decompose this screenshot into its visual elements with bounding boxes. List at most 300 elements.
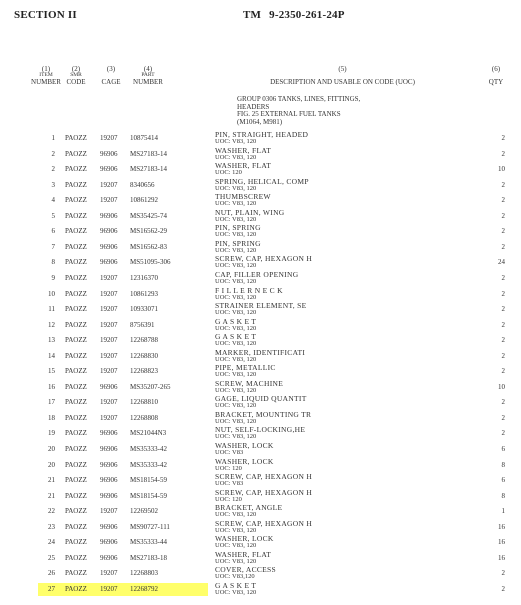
cage-code: 19207 (100, 305, 118, 314)
cage-code: 19207 (100, 336, 118, 345)
uoc-text: UOC: V83, 120 (215, 355, 257, 363)
uoc-text: UOC: V83, 120 (215, 340, 257, 348)
table-row (0, 581, 521, 597)
quantity: 6 (501, 445, 505, 453)
item-number: 20 (48, 445, 55, 453)
cage-code: 19207 (100, 584, 118, 593)
uoc-text: UOC: V83, 120 (215, 138, 257, 145)
smr-code: PAOZZ (65, 382, 87, 391)
part-number: 12268788 (130, 336, 158, 345)
item-number: 21 (48, 491, 55, 500)
part-number: MS18154-59 (130, 476, 167, 485)
quantity: 16 (498, 553, 505, 562)
group-line-4: (M1064, M981) (237, 117, 283, 126)
description (215, 411, 311, 425)
description-text: WASHER, LOCK (215, 441, 274, 450)
part-number: MS51095-306 (130, 258, 171, 267)
uoc-text: UOC: V83 (215, 449, 244, 456)
table-row (0, 130, 521, 146)
quantity: 2 (501, 336, 505, 345)
item-number: 8 (51, 258, 55, 267)
description (215, 520, 312, 534)
description (215, 551, 271, 565)
table-row (0, 161, 521, 177)
description-text: MARKER, IDENTIFICATI (215, 347, 306, 357)
smr-code: PAOZZ (65, 398, 87, 407)
item-number: 9 (51, 273, 55, 282)
uoc-text: UOC: 120 (215, 464, 242, 472)
quantity: 2 (501, 273, 505, 282)
section-title: SECTION II (14, 9, 77, 21)
description-text: GAGE, LIQUID QUANTIT (215, 394, 307, 404)
description (215, 364, 276, 378)
group-line-2: HEADERS (237, 102, 270, 111)
item-number: 21 (48, 476, 55, 485)
part-number: MS27183-14 (130, 165, 167, 174)
table-row (0, 208, 521, 224)
item-number: 20 (48, 460, 55, 469)
table-row (0, 565, 521, 581)
uoc-text: UOC: V83, 120 (215, 417, 257, 425)
part-number: 8756391 (130, 320, 155, 329)
uoc-text: UOC: V83, 120 (215, 262, 257, 270)
uoc-text: UOC: V83, 120 (215, 557, 257, 565)
description (215, 318, 256, 332)
quantity: 2 (501, 367, 505, 376)
part-number: MS90727-111 (130, 522, 170, 531)
part-number: MS35333-44 (130, 538, 167, 547)
cage-code: 96906 (100, 149, 118, 158)
part-number: 12268808 (130, 413, 158, 422)
smr-code: PAOZZ (65, 211, 87, 220)
table-row (0, 177, 521, 193)
table-row (0, 301, 521, 317)
quantity: 2 (501, 149, 505, 158)
item-number: 24 (48, 538, 55, 547)
description (215, 209, 285, 223)
cage-code: 19207 (100, 273, 118, 282)
quantity: 2 (501, 134, 505, 142)
col-part-label-a: PART (141, 72, 155, 78)
quantity: 2 (501, 227, 505, 236)
description (215, 442, 274, 456)
quantity: 2 (501, 569, 505, 578)
quantity: 2 (501, 242, 505, 251)
uoc-text: UOC: V83, 120 (215, 293, 257, 301)
description-text: WASHER, LOCK (215, 534, 274, 544)
uoc-text: UOC: V83 (215, 480, 244, 488)
uoc-text: UOC: V83, 120 (215, 231, 257, 239)
description (215, 458, 274, 472)
smr-code: PAOZZ (65, 336, 87, 345)
uoc-text: UOC: V83, 120 (215, 433, 257, 441)
quantity: 2 (501, 211, 505, 220)
item-number: 12 (48, 320, 55, 329)
smr-code: PAOZZ (65, 460, 87, 469)
part-number: 12316370 (130, 273, 158, 282)
col-qty-num: (6) (491, 65, 501, 73)
item-number: 27 (48, 584, 55, 593)
description-text: WASHER, FLAT (215, 549, 272, 559)
uoc-text: UOC: V83, 120 (215, 371, 257, 379)
smr-code: PAOZZ (65, 196, 87, 205)
col-desc-label: DESCRIPTION AND USABLE ON CODE (UOC) (270, 78, 415, 86)
smr-code: PAOZZ (65, 553, 87, 562)
quantity: 2 (501, 398, 505, 407)
table-row (0, 457, 521, 473)
col-item-header (31, 66, 61, 86)
uoc-text: UOC: 120 (215, 169, 242, 177)
table-row (0, 503, 521, 519)
description (215, 380, 283, 394)
description-text: COVER, ACCESS (215, 565, 276, 575)
description (215, 489, 312, 503)
description-text: SCREW, CAP, HEXAGON H (215, 487, 313, 497)
group-line-1: GROUP 0306 TANKS, LINES, FITTINGS, (237, 95, 361, 103)
part-number: MS35333-42 (130, 445, 167, 453)
description-text: STRAINER ELEMENT, SE (215, 301, 307, 311)
item-number: 11 (48, 305, 55, 314)
cage-code: 96906 (100, 553, 118, 562)
col-smr-header (63, 66, 89, 86)
cage-code: 19207 (100, 289, 118, 298)
col-smr-num: (2) (71, 65, 81, 73)
description-text: WASHER, FLAT (215, 161, 272, 171)
table-row (0, 519, 521, 535)
part-number: 10933071 (130, 305, 158, 314)
col-smr-label-b: CODE (66, 77, 86, 86)
item-number: 17 (48, 398, 55, 407)
cage-code: 19207 (100, 320, 118, 329)
quantity: 1 (501, 507, 505, 516)
uoc-text: UOC: V83, 120 (215, 184, 257, 192)
col-part-num: (4) (143, 65, 153, 73)
part-number: MS18154-59 (130, 491, 167, 500)
description-text: NUT, PLAIN, WING (215, 207, 285, 217)
uoc-text: UOC: V83, 120 (215, 588, 257, 596)
col-item-num: (1) (41, 65, 51, 73)
item-number: 23 (48, 522, 55, 531)
cage-code: 96906 (100, 460, 118, 469)
uoc-text: UOC: V83, 120 (215, 153, 257, 161)
description (215, 504, 282, 518)
quantity: 2 (501, 320, 505, 329)
quantity: 6 (501, 476, 505, 485)
description-text: PIPE, METALLIC (215, 363, 276, 373)
col-cage-label: CAGE (101, 78, 121, 86)
item-number: 25 (48, 553, 55, 562)
description (215, 302, 306, 316)
table-row (0, 223, 521, 239)
item-number: 2 (51, 149, 55, 158)
col-desc-num: (5) (338, 65, 347, 73)
description-text: PIN, STRAIGHT, HEADED (215, 130, 309, 139)
smr-code: PAOZZ (65, 569, 87, 578)
smr-code: PAOZZ (65, 227, 87, 236)
uoc-text: UOC: V83, 120 (215, 309, 257, 317)
cage-code: 96906 (100, 258, 118, 267)
quantity: 10 (498, 382, 505, 391)
col-cage-header (98, 66, 124, 86)
item-number: 22 (48, 507, 55, 516)
cage-code: 96906 (100, 165, 118, 174)
cage-code: 96906 (100, 522, 118, 531)
table-row (0, 286, 521, 302)
description (215, 566, 276, 580)
table-row (0, 425, 521, 441)
part-number: MS16562-29 (130, 227, 167, 236)
item-number: 4 (51, 196, 55, 205)
quantity: 8 (501, 460, 505, 469)
description (215, 333, 256, 347)
part-number: 10875414 (130, 134, 158, 142)
part-number: 12268830 (130, 351, 158, 360)
col-item-label-a: ITEM (39, 72, 53, 78)
table-row (0, 317, 521, 333)
smr-code: PAOZZ (65, 289, 87, 298)
cage-code: 19207 (100, 507, 118, 516)
uoc-text: UOC: V83, 120 (215, 526, 257, 534)
smr-code: PAOZZ (65, 413, 87, 422)
uoc-text: UOC: V83, 120 (215, 246, 257, 254)
quantity: 24 (498, 258, 505, 267)
item-number: 1 (51, 134, 55, 142)
description-text: BRACKET, MOUNTING TR (215, 409, 312, 419)
quantity: 2 (501, 429, 505, 438)
part-number: 10861292 (130, 196, 158, 205)
part-number: MS27183-14 (130, 149, 167, 158)
table-row (0, 441, 521, 457)
description-text: PIN, SPRING (215, 223, 261, 233)
table-row (0, 192, 521, 208)
smr-code: PAOZZ (65, 305, 87, 314)
quantity: 8 (501, 491, 505, 500)
group-line-3: FIG. 25 EXTERNAL FUEL TANKS (237, 110, 341, 118)
smr-code: PAOZZ (65, 242, 87, 251)
description-text: G A S K E T (215, 316, 257, 326)
table-row (0, 488, 521, 504)
quantity: 2 (501, 584, 505, 593)
tm-number: 9-2350-261-24P (269, 9, 345, 21)
tm-label: TM (243, 9, 262, 21)
cage-code: 19207 (100, 351, 118, 360)
col-part-label-b: NUMBER (133, 77, 163, 86)
description (215, 287, 283, 301)
description-text: SCREW, CAP, HEXAGON H (215, 518, 313, 528)
part-number: 12269502 (130, 507, 158, 516)
item-number: 26 (48, 569, 55, 578)
cage-code: 19207 (100, 569, 118, 578)
description (215, 271, 298, 285)
description (215, 224, 261, 238)
description (215, 426, 305, 440)
description-text: PIN, SPRING (215, 238, 261, 248)
description (215, 535, 274, 549)
table-row (0, 239, 521, 255)
quantity: 10 (498, 165, 505, 174)
uoc-text: UOC: V83, 120 (215, 386, 257, 394)
smr-code: PAOZZ (65, 476, 87, 485)
part-number: MS16562-83 (130, 242, 167, 251)
table-row (0, 410, 521, 426)
smr-code: PAOZZ (65, 180, 87, 189)
cage-code: 96906 (100, 538, 118, 547)
part-number: 12268803 (130, 569, 158, 578)
description (215, 473, 312, 487)
table-row (0, 472, 521, 488)
table-row (0, 363, 521, 379)
part-number: MS27183-18 (130, 553, 167, 562)
quantity: 2 (501, 289, 505, 298)
table-row (0, 550, 521, 566)
description (215, 582, 256, 596)
col-cage-num: (3) (106, 65, 116, 73)
smr-code: PAOZZ (65, 149, 87, 158)
smr-code: PAOZZ (65, 429, 87, 438)
table-row (0, 332, 521, 348)
description (215, 178, 309, 192)
cage-code: 96906 (100, 445, 118, 453)
cage-code: 96906 (100, 382, 118, 391)
cage-code: 96906 (100, 227, 118, 236)
tm-number-block (243, 9, 345, 21)
smr-code: PAOZZ (65, 507, 87, 516)
description (215, 255, 312, 269)
cage-code: 19207 (100, 180, 118, 189)
smr-code: PAOZZ (65, 538, 87, 547)
description-text: CAP, FILLER OPENING (215, 269, 299, 279)
smr-code: PAOZZ (65, 351, 87, 360)
table-row (0, 270, 521, 286)
group-heading (237, 96, 360, 126)
item-number: 16 (48, 382, 55, 391)
item-number: 10 (48, 289, 55, 298)
item-number: 13 (48, 336, 55, 345)
description-text: SCREW, MACHINE (215, 378, 284, 388)
uoc-text: UOC: V83, 120 (215, 402, 257, 410)
description-text: G A S K E T (215, 332, 257, 342)
description-text: F I L L E R N E C K (215, 285, 283, 295)
cage-code: 96906 (100, 491, 118, 500)
col-smr-label-a: SMR (70, 72, 82, 78)
smr-code: PAOZZ (65, 273, 87, 282)
description-text: G A S K E T (215, 580, 257, 590)
cage-code: 96906 (100, 211, 118, 220)
smr-code: PAOZZ (65, 367, 87, 376)
part-number: 8340656 (130, 180, 155, 189)
col-item-label-b: NUMBER (31, 77, 61, 86)
uoc-text: UOC: V83, 120 (215, 324, 257, 332)
description-text: SCREW, CAP, HEXAGON H (215, 472, 313, 482)
cage-code: 19207 (100, 134, 118, 142)
description (215, 193, 271, 207)
description (215, 349, 305, 363)
part-number: MS35425-74 (130, 211, 167, 220)
col-qty-header (486, 66, 506, 86)
description-text: SPRING, HELICAL, COMP (215, 176, 309, 186)
cage-code: 19207 (100, 367, 118, 376)
col-qty-label: QTY (488, 78, 504, 86)
description-text: SCREW, CAP, HEXAGON H (215, 254, 313, 264)
description (215, 395, 307, 409)
part-number: 12268823 (130, 367, 158, 376)
description (215, 131, 308, 145)
quantity: 2 (501, 413, 505, 422)
item-number: 7 (51, 242, 55, 251)
highlight-band (38, 583, 208, 596)
col-desc-header (260, 66, 425, 86)
description (215, 147, 271, 161)
cage-code: 19207 (100, 398, 118, 407)
col-part-header (131, 66, 165, 86)
uoc-text: UOC: 120 (215, 495, 242, 503)
table-row (0, 534, 521, 550)
item-number: 6 (51, 227, 55, 236)
uoc-text: UOC: V83, 120 (215, 277, 257, 285)
item-number: 5 (51, 211, 55, 220)
cage-code: 19207 (100, 413, 118, 422)
quantity: 2 (501, 180, 505, 189)
description-text: BRACKET, ANGLE (215, 503, 283, 513)
smr-code: PAOZZ (65, 584, 87, 593)
cage-code: 96906 (100, 242, 118, 251)
smr-code: PAOZZ (65, 445, 87, 453)
part-number: MS35207-265 (130, 382, 171, 391)
uoc-text: UOC: V83, 120 (215, 542, 257, 550)
item-number: 19 (48, 429, 55, 438)
quantity: 16 (498, 522, 505, 531)
cage-code: 96906 (100, 429, 118, 438)
uoc-text: UOC: V83, 120 (215, 215, 257, 223)
part-number: 10861293 (130, 289, 158, 298)
uoc-text: UOC: V83, 120 (215, 511, 257, 519)
description-text: WASHER, FLAT (215, 145, 272, 155)
description-text: NUT, SELF-LOCKING,HE (215, 425, 306, 435)
cage-code: 96906 (100, 476, 118, 485)
description (215, 162, 271, 176)
cage-code: 19207 (100, 196, 118, 205)
quantity: 16 (498, 538, 505, 547)
table-row (0, 348, 521, 364)
description-text: WASHER, LOCK (215, 456, 274, 466)
smr-code: PAOZZ (65, 522, 87, 531)
table-row (0, 379, 521, 395)
smr-code: PAOZZ (65, 258, 87, 267)
part-number: MS21044N3 (130, 429, 167, 438)
item-number: 14 (48, 351, 55, 360)
description-text: THUMBSCREW (215, 192, 271, 202)
table-row (0, 146, 521, 162)
part-number: 12268810 (130, 398, 158, 407)
smr-code: PAOZZ (65, 134, 87, 142)
quantity: 2 (501, 196, 505, 205)
item-number: 3 (51, 180, 55, 189)
uoc-text: UOC: V83, 120 (215, 200, 257, 208)
description (215, 240, 261, 254)
table-row (0, 394, 521, 410)
table-row (0, 254, 521, 270)
uoc-text: UOC: V83,120 (215, 573, 255, 581)
quantity: 2 (501, 305, 505, 314)
item-number: 18 (48, 413, 55, 422)
smr-code: PAOZZ (65, 165, 87, 174)
part-number: MS35333-42 (130, 460, 167, 469)
item-number: 15 (48, 367, 55, 376)
item-number: 2 (51, 165, 55, 174)
smr-code: PAOZZ (65, 320, 87, 329)
part-number: 12268792 (130, 584, 158, 593)
smr-code: PAOZZ (65, 491, 87, 500)
